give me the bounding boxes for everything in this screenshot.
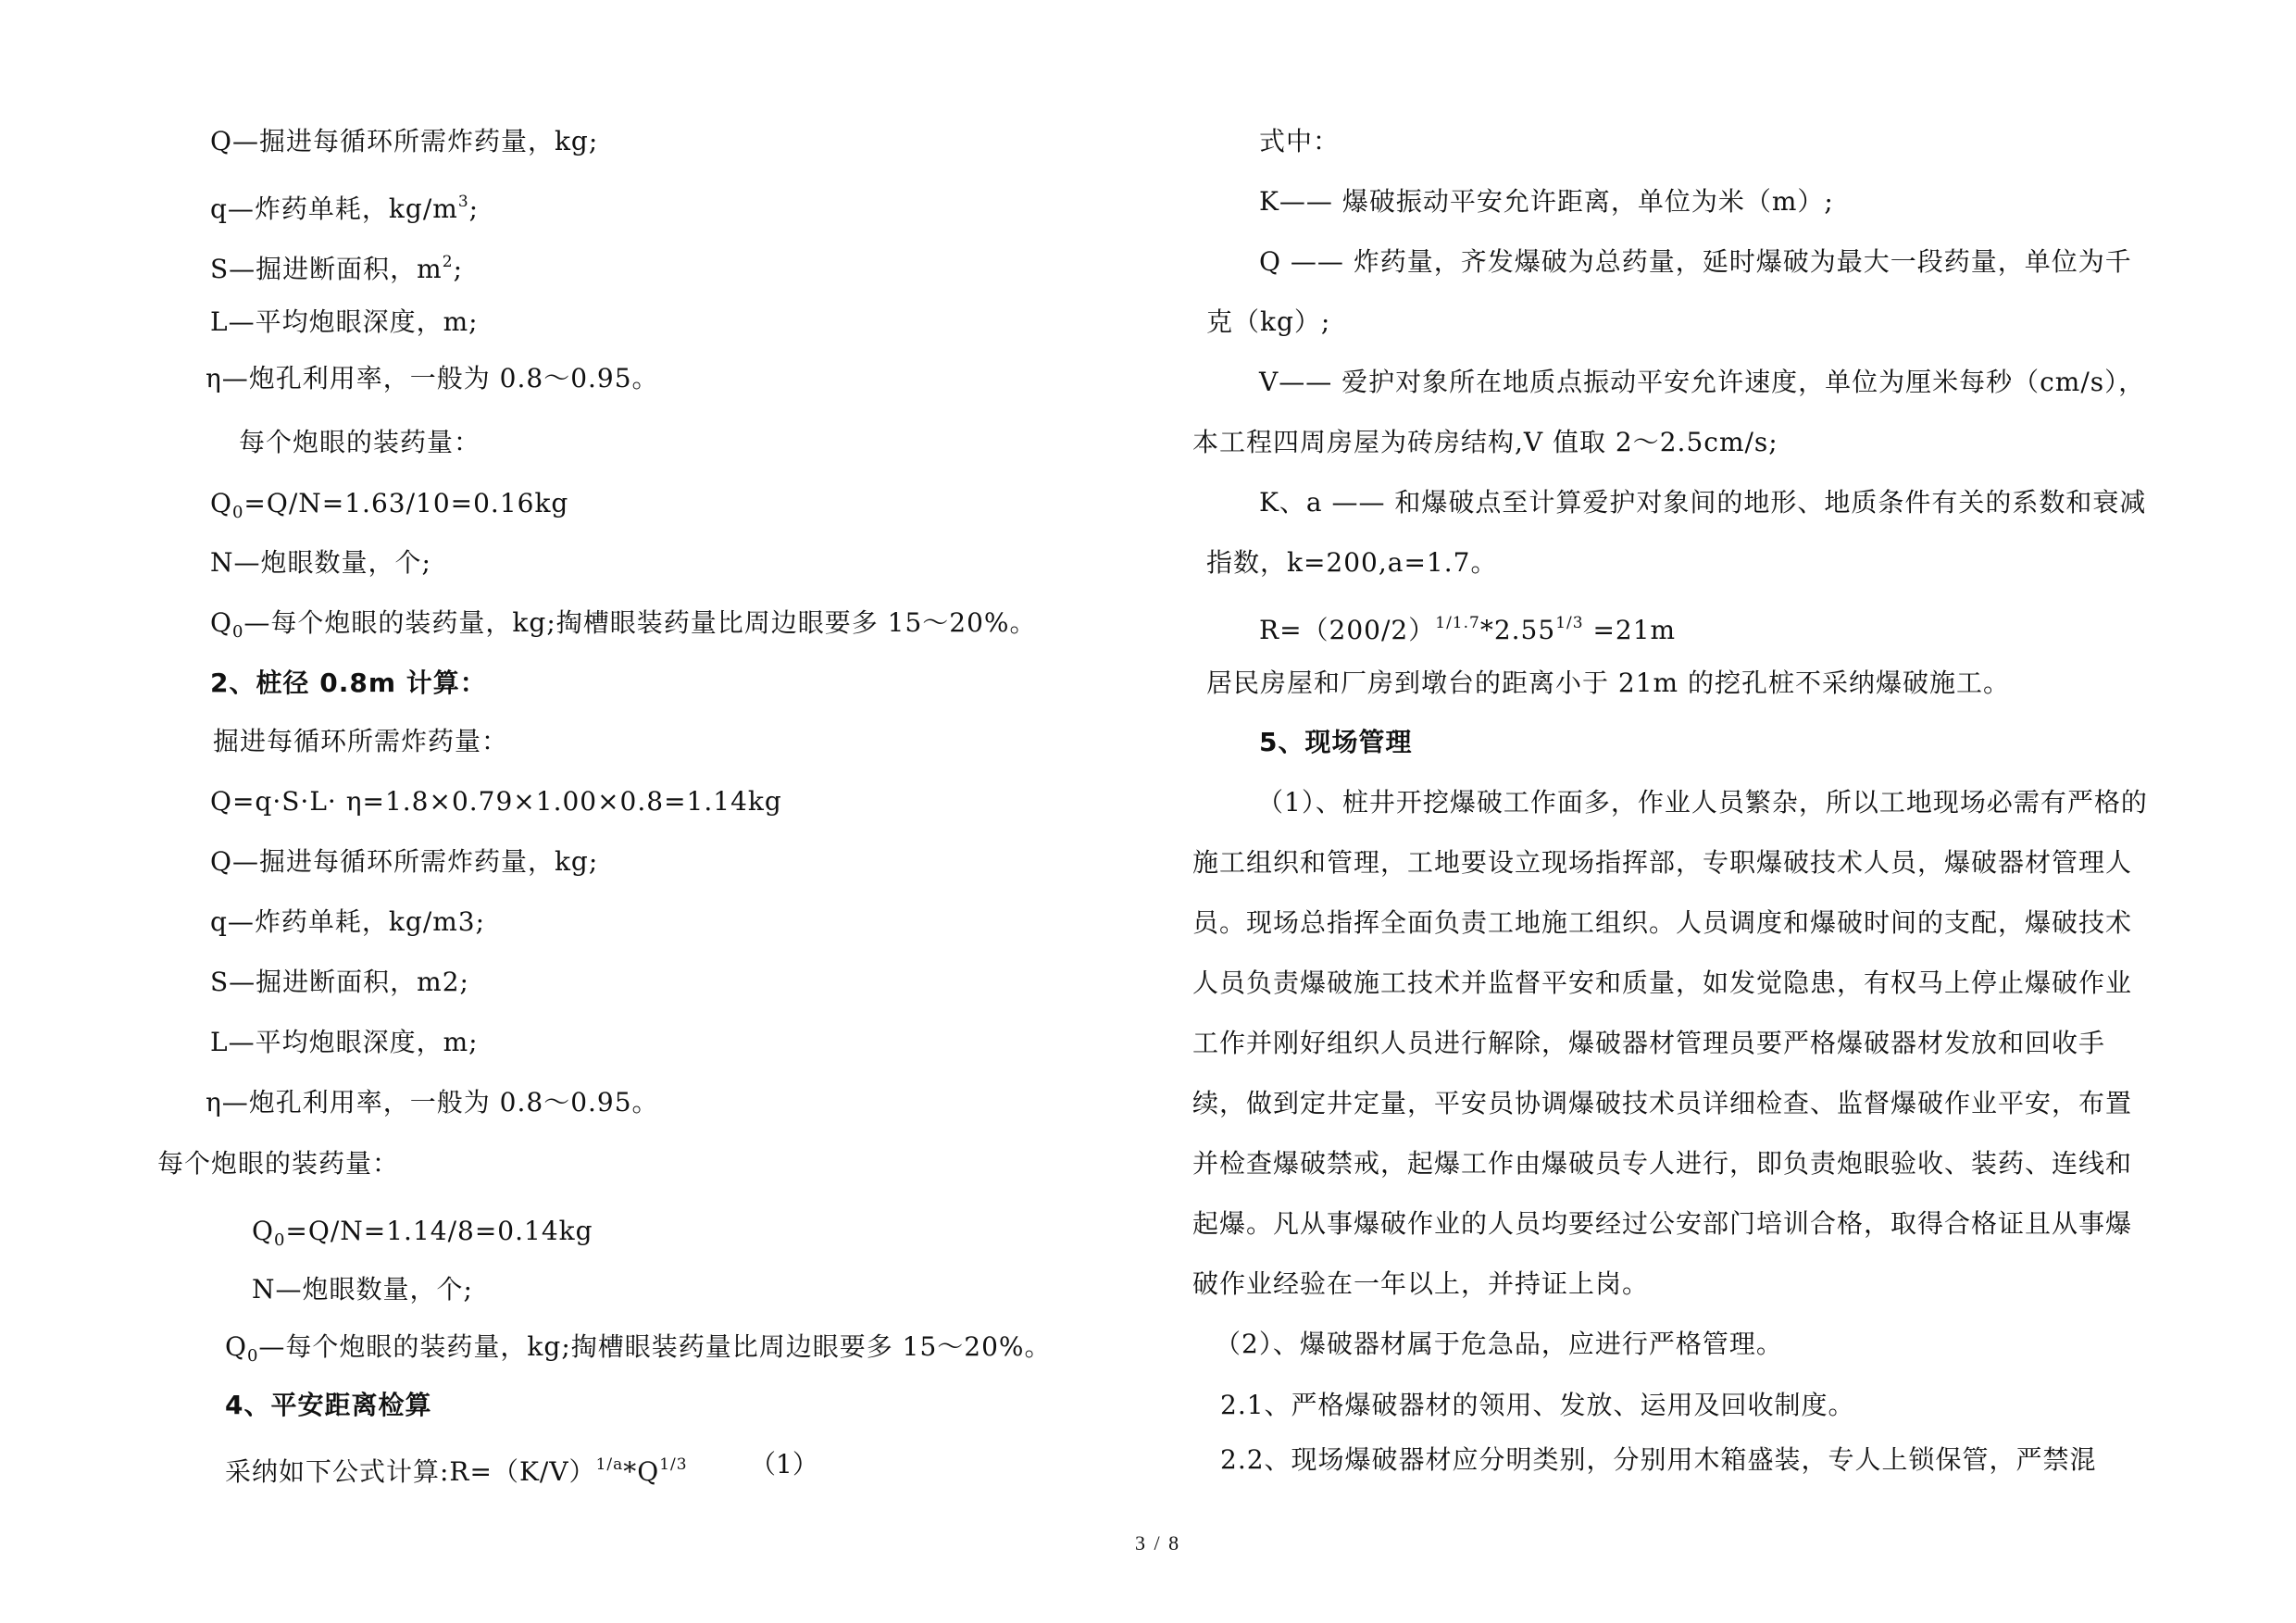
line-text: —每个炮眼的装药量，kg;掏槽眼装药量比周边眼要多 15～20%。 bbox=[243, 607, 1037, 638]
formula-line bbox=[210, 485, 568, 522]
label-line bbox=[1259, 123, 1340, 160]
formula-line bbox=[1259, 605, 1677, 645]
line-text: S—掘进断面积，m2; bbox=[210, 967, 469, 997]
definition-line bbox=[210, 123, 598, 160]
line-text: 克（kg）; bbox=[1206, 306, 1331, 337]
superscript: 1/a bbox=[595, 1455, 624, 1474]
definition-line bbox=[210, 1024, 479, 1061]
line-text: Q —— 炸药量，齐发爆破为总药量，延时爆破为最大一段药量，单位为千 bbox=[1259, 246, 2132, 277]
line-text: 每个炮眼的装药量： bbox=[239, 427, 481, 457]
section-heading bbox=[1259, 724, 1412, 761]
line-text: S—掘进断面积，m bbox=[210, 254, 443, 284]
paragraph-line bbox=[1192, 965, 2132, 1002]
paragraph-line bbox=[1192, 905, 2132, 942]
line-text: q—炸药单耗，kg/m3; bbox=[210, 906, 486, 937]
subscript: 0 bbox=[231, 622, 244, 642]
line-text: 起爆。凡从事爆破作业的人员均要经过公安部门培训合格，取得合格证且从事爆 bbox=[1192, 1208, 2133, 1239]
definition-line bbox=[210, 843, 598, 880]
line-text: 破作业经验在一年以上，并持证上岗。 bbox=[1192, 1268, 1650, 1299]
equation-number: （1） bbox=[750, 1449, 818, 1479]
line-text: N—炮眼数量，个; bbox=[252, 1274, 473, 1305]
paragraph-line bbox=[1215, 1326, 1783, 1363]
section-heading bbox=[210, 665, 487, 702]
line-text: *Q bbox=[623, 1456, 660, 1487]
subheading-line bbox=[239, 424, 480, 461]
line-text: K—— 爆破振动平安允许距离，单位为米（m）; bbox=[1259, 186, 1834, 217]
line-text: （1）、桩井开挖爆破工作面多，作业人员繁杂，所以工地现场必需有严格的 bbox=[1257, 787, 2148, 818]
line-text: =Q/N=1.63/10=0.16kg bbox=[243, 488, 569, 518]
superscript: 1/1.7 bbox=[1435, 614, 1480, 632]
heading-text: 2、桩径 0.8m 计算： bbox=[210, 668, 487, 698]
line-text: ; bbox=[468, 194, 480, 224]
heading-text: 5、现场管理 bbox=[1259, 727, 1413, 757]
superscript: 2 bbox=[442, 253, 454, 271]
line-text: N—炮眼数量，个; bbox=[210, 547, 431, 578]
line-text: V—— 爱护对象所在地质点振动平安允许速度，单位为厘米每秒（cm/s）， bbox=[1259, 367, 2146, 397]
definition-line bbox=[225, 1329, 1052, 1366]
line-text: 员。现场总指挥全面负责工地施工组织。人员调度和爆破时间的支配，爆破技术 bbox=[1192, 907, 2133, 938]
subheading-line bbox=[157, 1145, 399, 1182]
formula-line bbox=[210, 783, 782, 820]
line-text: K、a —— 和爆破点至计算爱护对象间的地形、地质条件有关的系数和衰减 bbox=[1259, 487, 2147, 518]
definition-line bbox=[1259, 484, 2146, 521]
line-text: Q—掘进每循环所需炸药量，kg; bbox=[210, 846, 599, 877]
paragraph-line bbox=[1192, 1145, 2132, 1182]
formula-line bbox=[225, 1446, 688, 1487]
subscript: 0 bbox=[231, 503, 244, 522]
line-text: 2.2、现场爆破器材应分明类别，分别用木箱盛装，专人上锁保管，严禁混 bbox=[1220, 1444, 2097, 1475]
line-text: L—平均炮眼深度，m; bbox=[210, 1027, 479, 1057]
definition-line bbox=[210, 605, 1037, 642]
line-text: 续，做到定井定量，平安员协调爆破技术员详细检查、监督爆破作业平安，布置 bbox=[1192, 1088, 2133, 1118]
line-text: 式中： bbox=[1259, 126, 1341, 156]
paragraph-line bbox=[1192, 1205, 2132, 1242]
line-text: 2.1、严格爆破器材的领用、发放、运用及回收制度。 bbox=[1220, 1390, 1855, 1420]
superscript: 1/3 bbox=[659, 1455, 688, 1474]
line-text: 并检查爆破禁戒，起爆工作由爆破员专人进行，即负责炮眼验收、装药、连线和 bbox=[1192, 1148, 2133, 1179]
definition-line bbox=[1259, 183, 1834, 220]
line-text: ; bbox=[453, 254, 463, 284]
line-text: 本工程四周房屋为砖房结构,V 值取 2～2.5cm/s; bbox=[1192, 427, 1778, 457]
paragraph-line bbox=[1206, 665, 2010, 702]
line-text: 采纳如下公式计算:R=（K/V） bbox=[225, 1456, 596, 1487]
line-text: R=（200/2） bbox=[1259, 615, 1436, 645]
line-text: =21m bbox=[1583, 615, 1677, 645]
definition-line bbox=[252, 1271, 473, 1308]
paragraph-line bbox=[1192, 844, 2132, 881]
line-text: Q=q·S·L· η=1.8×0.79×1.00×0.8=1.14kg bbox=[210, 786, 782, 817]
line-text: q—炸药单耗，kg/m bbox=[210, 194, 458, 224]
line-text: η—炮孔利用率，一般为 0.8～0.95。 bbox=[206, 1087, 659, 1117]
subheading-line bbox=[213, 723, 508, 760]
heading-text: 4、平安距离检算 bbox=[225, 1390, 432, 1420]
section-heading bbox=[225, 1387, 431, 1424]
list-item bbox=[1220, 1442, 2097, 1479]
superscript: 1/3 bbox=[1555, 614, 1584, 632]
definition-line bbox=[1192, 424, 1778, 461]
paragraph-line bbox=[1192, 1025, 2105, 1062]
page-number: 3 / 8 bbox=[1135, 1531, 1181, 1554]
line-text: 人员负责爆破施工技术并监督平安和质量，如发觉隐患，有权马上停止爆破作业 bbox=[1192, 968, 2133, 998]
line-text: 指数，k=200,a=1.7。 bbox=[1206, 547, 1498, 578]
line-text: Q bbox=[225, 1331, 247, 1362]
line-text: η—炮孔利用率，一般为 0.8～0.95。 bbox=[206, 363, 659, 393]
line-text: *2.55 bbox=[1479, 615, 1556, 645]
definition-line bbox=[206, 1084, 659, 1121]
subscript: 0 bbox=[273, 1230, 286, 1250]
line-text: 掘进每循环所需炸药量： bbox=[213, 726, 509, 756]
definition-line bbox=[1259, 243, 2132, 281]
line-text: 工作并刚好组织人员进行解除，爆破器材管理员要严格爆破器材发放和回收手 bbox=[1192, 1028, 2106, 1058]
formula-line bbox=[252, 1213, 593, 1250]
line-text: Q bbox=[210, 488, 232, 518]
line-text: Q—掘进每循环所需炸药量，kg; bbox=[210, 126, 599, 156]
line-text: （2）、爆破器材属于危急品，应进行严格管理。 bbox=[1215, 1329, 1783, 1359]
subscript: 0 bbox=[246, 1346, 259, 1366]
definition-line bbox=[210, 183, 480, 224]
definition-line bbox=[210, 304, 479, 341]
line-text: Q bbox=[252, 1216, 274, 1246]
definition-line bbox=[1206, 544, 1497, 581]
line-text: 居民房屋和厂房到墩台的距离小于 21m 的挖孔桩不采纳爆破施工。 bbox=[1206, 668, 2010, 698]
definition-line bbox=[210, 544, 431, 581]
line-text: 每个炮眼的装药量： bbox=[157, 1148, 400, 1179]
line-text: L—平均炮眼深度，m; bbox=[210, 306, 479, 337]
definition-line bbox=[210, 964, 469, 1001]
line-text: 施工组织和管理，工地要设立现场指挥部，专职爆破技术人员，爆破器材管理人 bbox=[1192, 847, 2133, 878]
line-text: =Q/N=1.14/8=0.14kg bbox=[285, 1216, 593, 1246]
definition-line bbox=[206, 360, 659, 397]
line-text: Q bbox=[210, 607, 232, 638]
paragraph-line bbox=[1192, 1266, 1649, 1303]
superscript: 3 bbox=[457, 193, 469, 211]
definition-line bbox=[1206, 304, 1330, 341]
paragraph-line bbox=[1257, 784, 2148, 821]
list-item bbox=[1220, 1387, 1855, 1424]
definition-line bbox=[210, 904, 485, 941]
definition-line bbox=[1259, 364, 2145, 401]
line-text: —每个炮眼的装药量，kg;掏槽眼装药量比周边眼要多 15～20%。 bbox=[258, 1331, 1052, 1362]
paragraph-line bbox=[1192, 1085, 2132, 1122]
definition-line bbox=[210, 243, 463, 284]
